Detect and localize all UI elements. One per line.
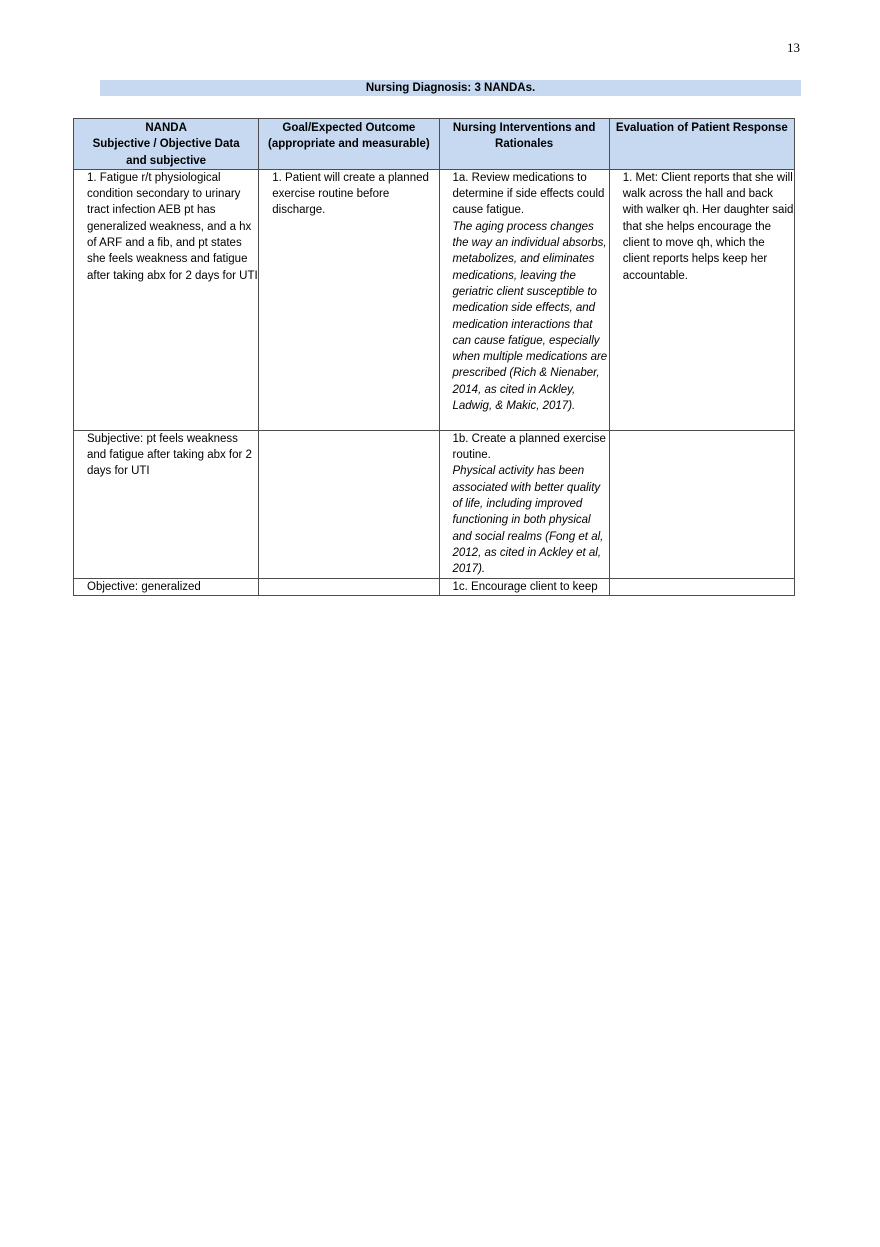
header-row: [74, 119, 795, 170]
evaluation-cell: [609, 578, 794, 595]
rationale-text: Physical activity has been associated with better quality of life, including improved functioning in both physical and social realms (Fong et al, 2012, as cited in Ackley et al, 2017).: [452, 465, 604, 576]
table-row: [74, 169, 795, 430]
header-interventions: Nursing Interventions and Rationales: [439, 119, 609, 170]
intervention-cell: [439, 430, 609, 578]
intervention-text: 1b. Create a planned exercise routine.: [452, 432, 606, 462]
header-goal: Goal/Expected Outcome (appropriate and measurable): [259, 119, 439, 170]
table-row: [74, 578, 795, 595]
nanda-cell: Subjective: pt feels weakness and fatigue after taking abx for 2 days for UTI: [74, 430, 259, 578]
intervention-text: 1a. Review medications to determine if side effects could cause fatigue.: [452, 171, 605, 217]
intervention-cell: [439, 169, 609, 430]
header-nanda: NANDA Subjective / Objective Data and subjective: [74, 119, 259, 170]
header-evaluation: Evaluation of Patient Response: [609, 119, 794, 170]
rationale-text: The aging process changes the way an individual absorbs, metabolizes, and eliminates medications, leaving the geriatric client susceptible to medication side effects, and medication interactions that can cause fatigue, especially when multiple medications are prescribed (Rich & Nienaber, 2014, as cited in Ackley, Ladwig, & Makic, 2017).: [452, 220, 608, 413]
table-row: [74, 430, 795, 578]
nanda-cell: 1. Fatigue r/t physiological condition secondary to urinary tract infection AEB pt has generalized weakness, and a hx of ARF and a fib, and pt states she feels weakness and fatigue after taking abx for 2 days for UTI: [74, 169, 259, 430]
page-number: 13: [787, 40, 800, 55]
section-title: Nursing Diagnosis: 3 NANDAs.: [100, 80, 801, 96]
goal-cell: [259, 578, 439, 595]
intervention-cell: [439, 578, 609, 595]
goal-cell: 1. Patient will create a planned exercise routine before discharge.: [259, 169, 439, 430]
care-plan-table: [73, 118, 795, 596]
evaluation-cell: [609, 430, 794, 578]
nanda-cell: Objective: generalized: [74, 578, 259, 595]
goal-cell: [259, 430, 439, 578]
evaluation-cell: 1. Met: Client reports that she will walk across the hall and back with walker qh. Her daughter said that she helps encourage the client to move qh, which the client reports helps keep her accountable.: [609, 169, 794, 430]
intervention-text: 1c. Encourage client to keep: [452, 580, 598, 593]
